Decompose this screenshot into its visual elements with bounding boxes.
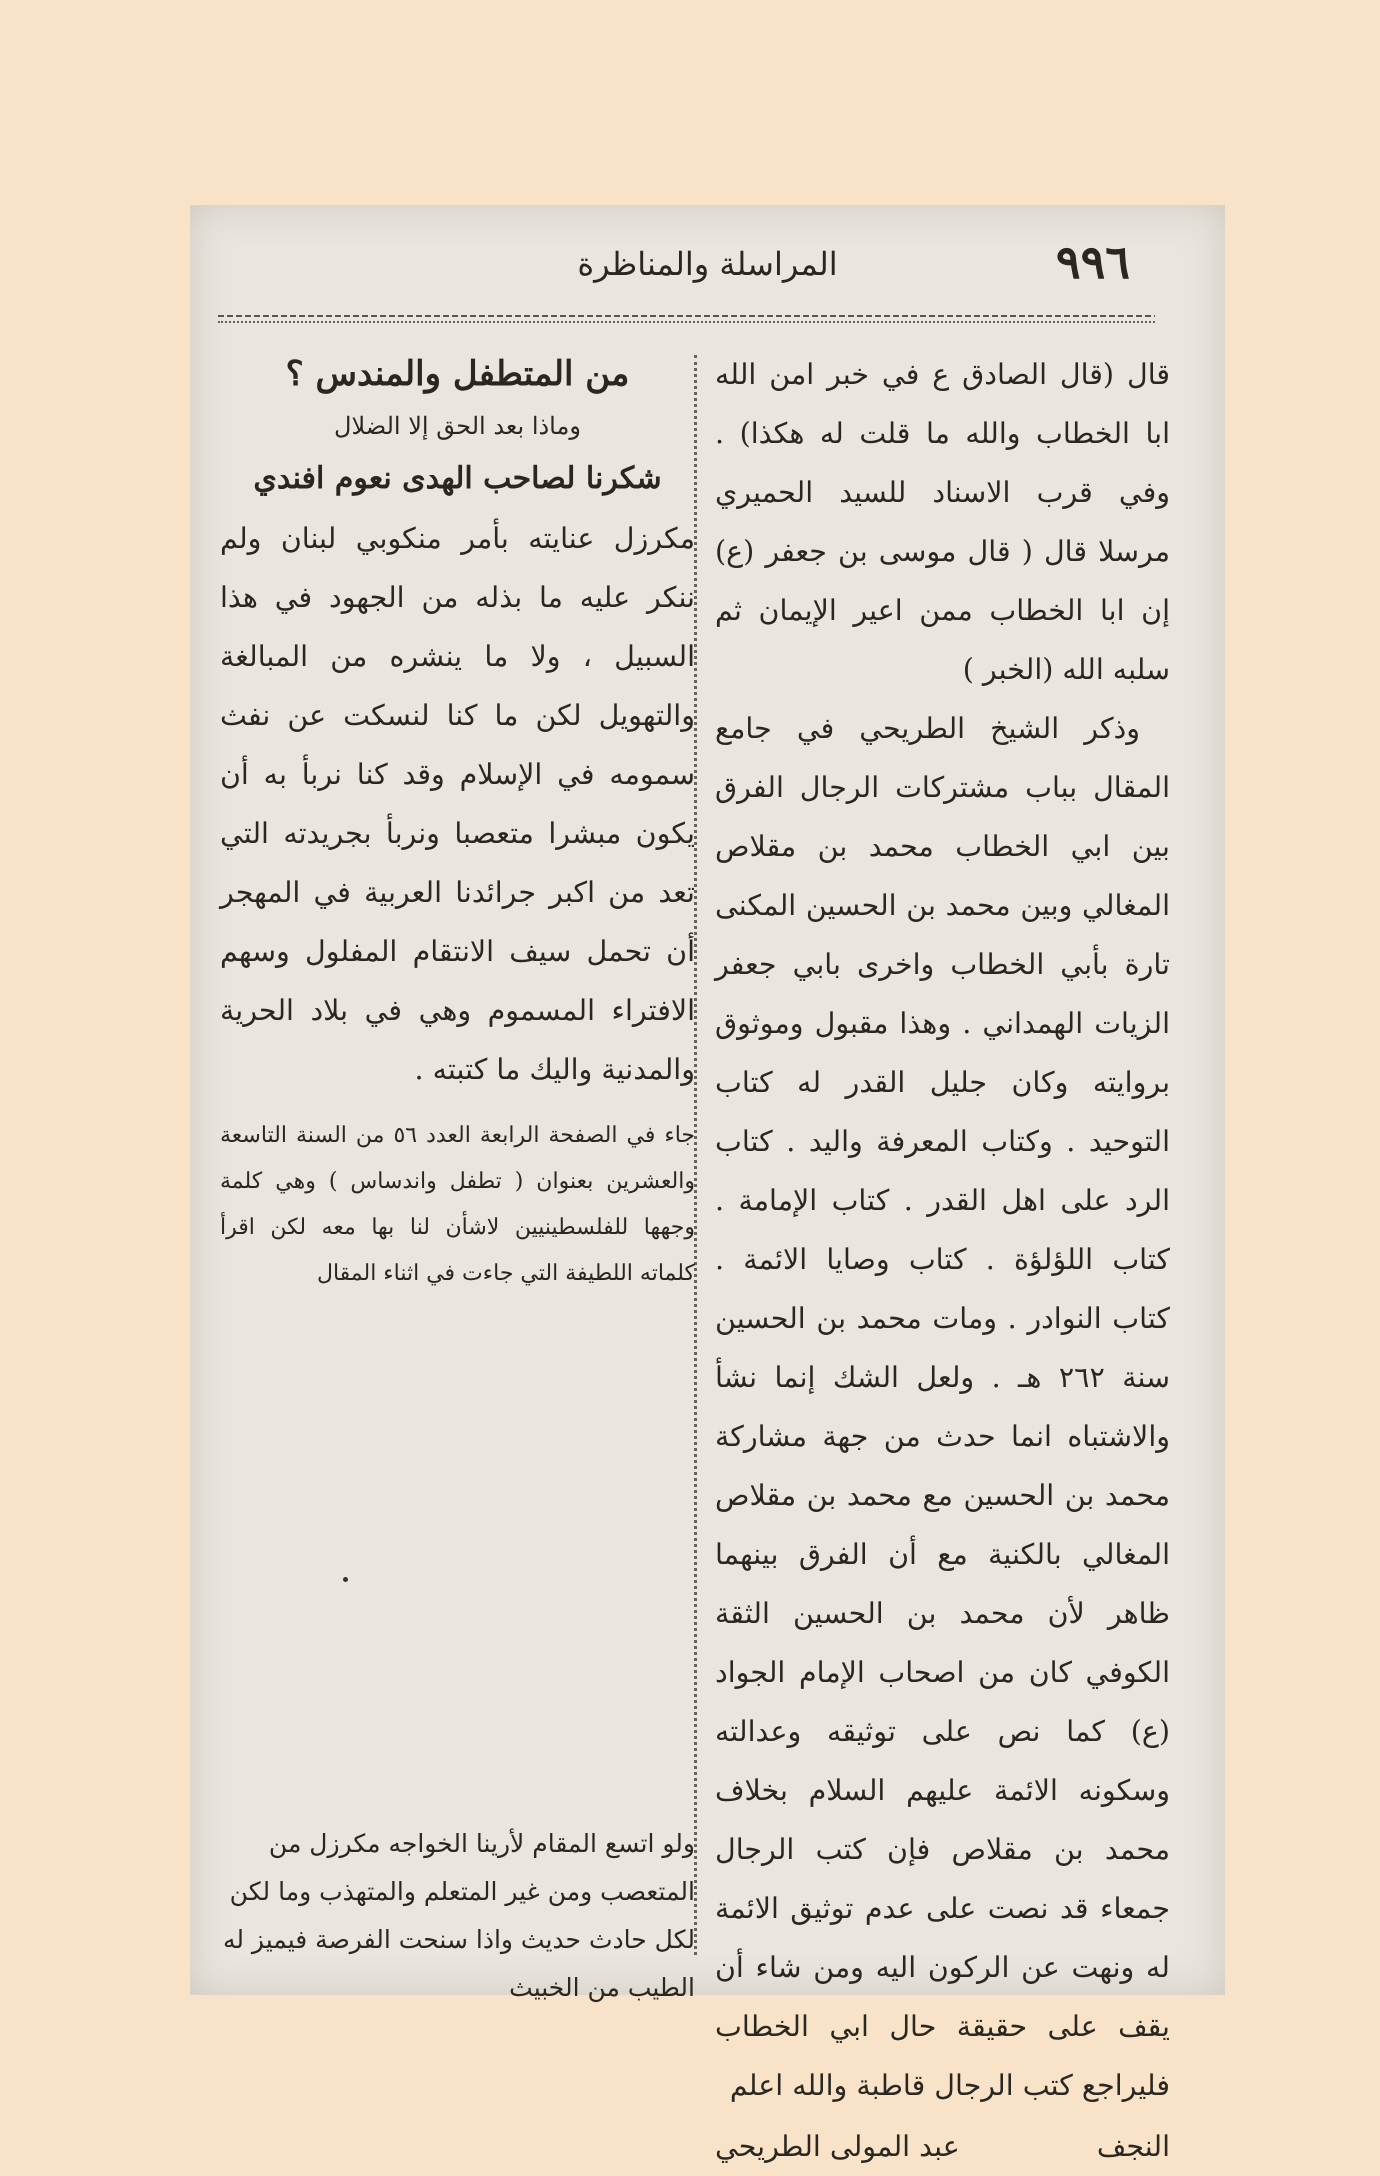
right-paragraph-2: وذكر الشيخ الطريحي في جامع المقال بباب مشتركات الرجال الفرق بين ابي الخطاب محمد بن مقلاص المغالي وبين محمد بن الحسين المكنى تارة بأبي الخطاب واخرى بابي جعفر الزيات الهمداني . وهذا مقبول وموثوق بروايته وكان جليل القدر له كتاب التوحيد . وكتاب المعرفة واليد . كتاب الرد على اهل القدر . كتاب الإمامة . كتاب اللؤلؤة . كتاب وصايا الائمة . كتاب النوادر . ومات محمد بن الحسين سنة ٢٦٢ هـ . ولعل الشك إنما نشأ والاشتباه انما حدث من جهة مشاركة محمد بن الحسين مع محمد بن مقلاص المغالي بالكنية مع أن الفرق بينهما ظاهر لأن محمد بن الحسين الثقة الكوفي كان من اصحاب الإمام الجواد (ع) كما نص على توثيقه وعدالته وسكونه الائمة عليهم السلام بخلاف محمد بن مقلاص فإن كتب الرجال جمعاء قد نصت على عدم توثيق الائمة له ونهت عن الركون اليه ومن شاء أن يقف على حقيقة حال ابي الخطاب فليراجع كتب الرجال قاطبة والله اعلم — [715, 712, 1170, 2102]
epigraph: وماذا بعد الحق إلا الضلال — [334, 412, 581, 440]
signoff-place: النجف — [1096, 2130, 1170, 2163]
closing-block: ولو اتسع المقام لأرينا الخواجه مكرزل من المتعصب ومن غير المتعلم والمتهذب وما لكن لكل حادث حديث واذا سنحت الفرصة فيميز له الطيب من الخبيث — [222, 1829, 695, 2002]
left-body-text: مكرزل عنايته بأمر منكوبي لبنان ولم ننكر عليه ما بذله من الجهود في هذا السبيل ، ولا ما ينشره من المبالغة والتهويل لكن ما كنا لنسكت عن نفث سمومه في الإسلام وقد كنا نربأ به أن يكون مبشرا متعصبا ونربأ بجريدته التي تعد من اكبر جرائدنا العربية في المهجر أن تحمل سيف الانتقام المفلول وسهم الافتراء المسموم وهي في بلاد الحرية والمدنية واليك ما كتبته . — [220, 522, 695, 1086]
right-paragraph-1: قال (قال الصادق ع في خبر امن الله ابا الخطاب والله ما قلت له هكذا) . وفي قرب الاسناد للسيد الحميري مرسلا قال ( قال موسى بن جعفر (ع) إن ابا الخطاب ممن اعير الإيمان ثم سلبه الله (الخبر ) — [715, 358, 1170, 686]
left-column — [220, 345, 696, 2002]
article-title: من المتطفل والمندس ؟ — [285, 354, 630, 394]
running-title: المراسلة والمناظرة — [577, 245, 838, 283]
right-column — [715, 345, 1170, 2176]
right-signoff — [715, 2117, 1170, 2176]
scanned-page — [190, 205, 1225, 2163]
stray-mark — [343, 1577, 348, 1582]
thanks-heading: شكرنا لصاحب الهدى نعوم افندي — [253, 461, 662, 496]
page-number: ٩٩٦ — [1055, 235, 1130, 289]
header-rule — [218, 315, 1155, 323]
page-header — [190, 205, 1225, 315]
signoff-author: عبد المولى الطريحي — [715, 2130, 960, 2163]
quote-block: جاء في الصفحة الرابعة العدد ٥٦ من السنة التاسعة والعشرين بعنوان ( تطفل واندساس ) وهي كلمة وجهها للفلسطينيين لاشأن لنا بها معه لكن اقرأ كلماته اللطيفة التي جاءت في اثناء المقال — [220, 1123, 696, 1286]
